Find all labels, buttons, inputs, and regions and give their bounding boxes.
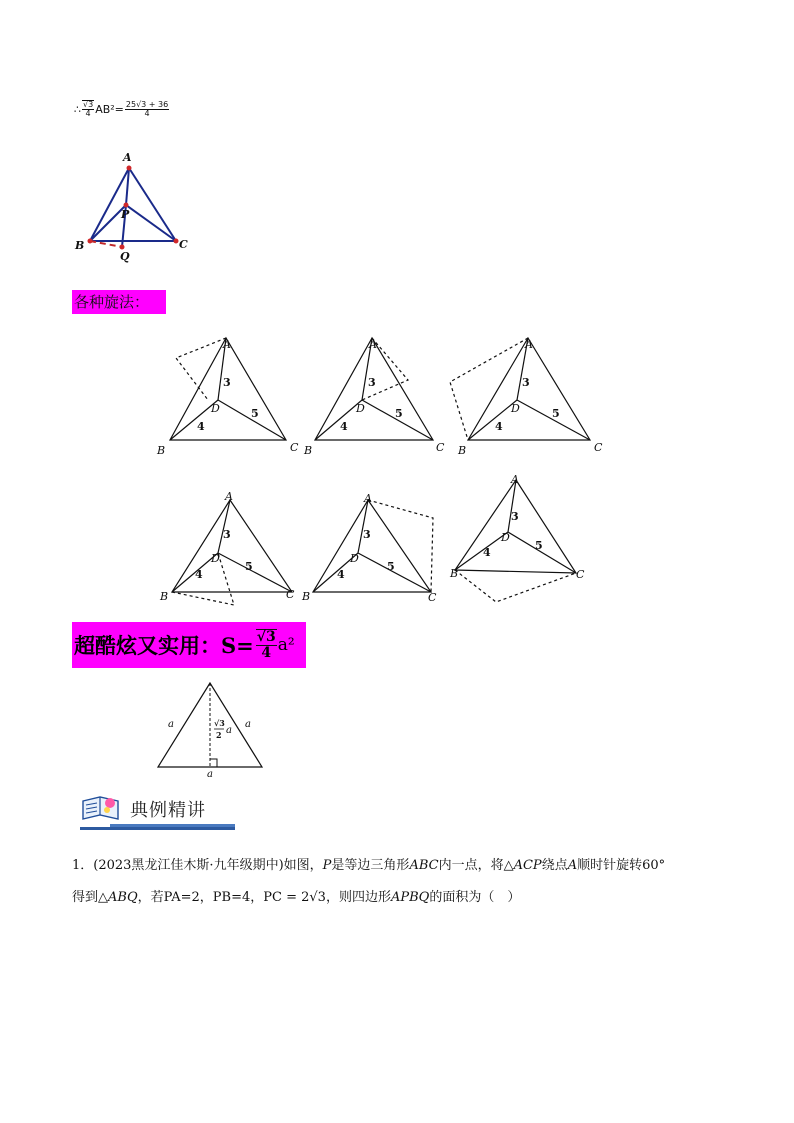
svg-text:5: 5 [387, 560, 395, 573]
svg-text:C: C [576, 568, 585, 581]
heading-rotation-methods: 各种旋法： [72, 290, 166, 314]
therefore-symbol: ∴ [74, 102, 81, 116]
svg-text:3: 3 [522, 376, 530, 389]
svg-text:C: C [286, 588, 295, 601]
svg-text:5: 5 [395, 407, 403, 420]
svg-text:D: D [211, 552, 220, 565]
svg-text:5: 5 [552, 407, 560, 420]
svg-text:4: 4 [197, 420, 205, 433]
rotation-figures-row2 [150, 470, 620, 610]
book-icon [83, 797, 118, 819]
section-title: 典例精讲 [130, 800, 206, 821]
svg-text:C: C [428, 591, 437, 604]
svg-text:D: D [511, 402, 520, 415]
svg-text:3: 3 [363, 528, 371, 541]
formula-left-tail: AB²= [95, 102, 124, 116]
label-p: P [121, 208, 130, 221]
svg-text:B: B [157, 444, 166, 457]
svg-text:a: a [226, 725, 232, 736]
svg-text:D: D [350, 552, 359, 565]
svg-text:B: B [458, 444, 467, 457]
label-q: Q [120, 250, 130, 263]
heading-fraction: $\frac{√3}{4}$ [256, 629, 276, 661]
label-b: B [75, 239, 85, 252]
problem-source: (2023黑龙江佳木斯·九年级期中) [93, 858, 284, 873]
svg-text:C: C [436, 441, 445, 454]
svg-text:D: D [501, 531, 510, 544]
svg-text:a: a [207, 769, 213, 780]
triangle-pq-figure [70, 148, 200, 268]
right-fraction: $\frac{25√3 + 36}{4}$ [125, 99, 169, 118]
svg-text:4: 4 [483, 546, 491, 559]
rotation-figures-row1 [150, 330, 620, 470]
svg-text:4: 4 [195, 568, 203, 581]
svg-text:3: 3 [368, 376, 376, 389]
left-fraction: $\frac{√3}{4}$ [83, 100, 94, 119]
svg-text:C: C [290, 441, 299, 454]
area-formula [74, 100, 170, 119]
label-a: A [123, 151, 132, 164]
heading-area-formula: 超酷炫又实用：S= $\frac{√3}{4}$ a² [72, 622, 306, 668]
label-c: C [179, 238, 188, 251]
svg-text:4: 4 [340, 420, 348, 433]
equilateral-height-figure [150, 675, 275, 780]
svg-text:4: 4 [337, 568, 345, 581]
svg-text:B: B [160, 590, 169, 603]
problem-1: 1．(2023黑龙江佳木斯·九年级期中)如图，P是等边三角形ABC内一点，将△ACP绕点A顺时针旋转60° 得到△ABQ，若PA=2，PB=4，PC = 2√3，则四边形APBQ的面积为（ ） [72, 858, 666, 905]
svg-text:5: 5 [535, 539, 543, 552]
svg-text:C: C [594, 441, 603, 454]
svg-text:B: B [302, 590, 311, 603]
svg-text:5: 5 [251, 407, 259, 420]
svg-text:5: 5 [245, 560, 253, 573]
problem-number: 1． [72, 858, 94, 873]
svg-text:a: a [245, 719, 251, 730]
svg-text:a: a [168, 719, 174, 730]
svg-text:3: 3 [223, 376, 231, 389]
svg-text:D: D [356, 402, 365, 415]
svg-text:A: A [364, 492, 372, 505]
svg-text:D: D [211, 402, 220, 415]
svg-text:A: A [223, 338, 231, 351]
svg-text:A: A [511, 473, 519, 486]
svg-text:3: 3 [223, 528, 231, 541]
svg-text:B: B [450, 567, 459, 580]
svg-text:3: 3 [511, 510, 519, 523]
svg-text:2: 2 [216, 730, 222, 740]
svg-text:A: A [525, 338, 533, 351]
svg-text:A: A [369, 338, 377, 351]
svg-text:4: 4 [495, 420, 503, 433]
svg-text:√3: √3 [214, 718, 225, 728]
svg-text:A: A [225, 490, 233, 503]
svg-text:B: B [304, 444, 313, 457]
